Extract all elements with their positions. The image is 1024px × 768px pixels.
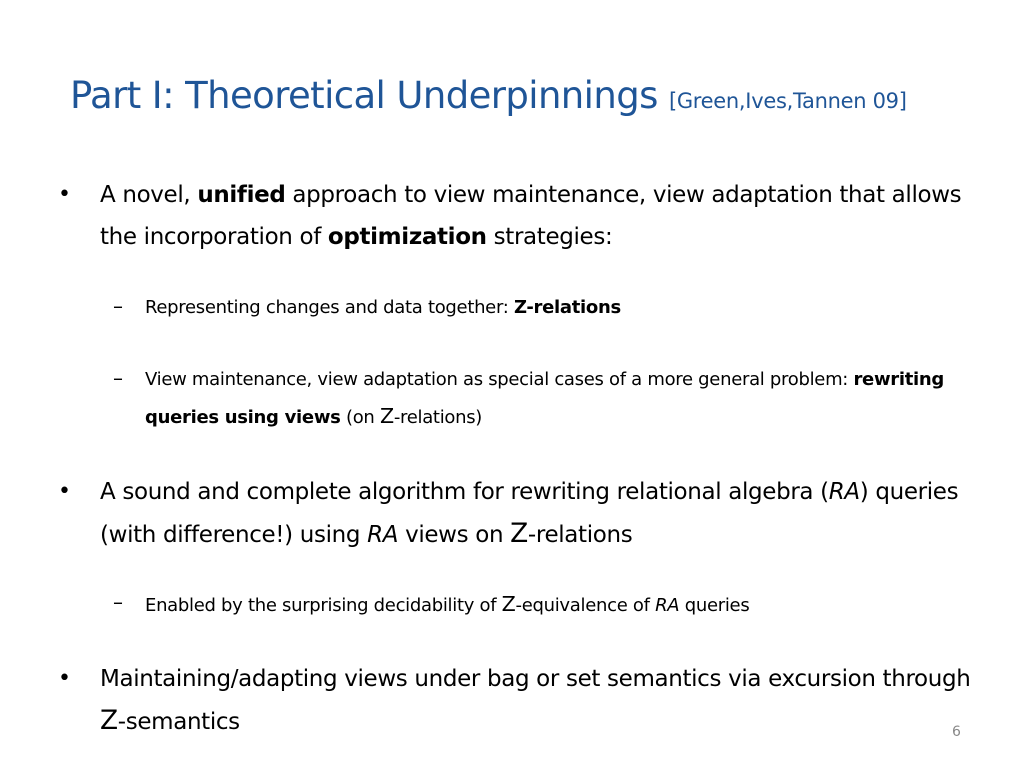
z-symbol: Z [100,705,118,736]
italic-text: RA [367,522,399,548]
page-number: 6 [952,724,961,740]
dash-marker: – [113,294,123,318]
text: strategies: [486,224,613,250]
subbullet-z-relations [113,290,985,326]
bullet-maintaining-views [58,658,980,743]
text: (on [340,407,380,428]
bullet-unified-approach [58,174,980,258]
text: Maintaining/adapting views under bag or set semantics via excursion through [100,666,971,692]
text: -relations) [393,407,483,428]
title-text: Part I: Theoretical Underpinnings [70,74,658,117]
bullet-sound-complete-algorithm [58,471,980,556]
subbullet-decidability [113,586,985,624]
subbullet-rewriting-queries [113,362,985,436]
text: ) queries (with difference!) using [100,479,959,548]
text: approach to view maintenance, view adaptation that allows the incorporation of [100,182,962,250]
bullet-marker: • [58,666,71,691]
dash-marker: – [113,366,123,390]
italic-text: RA [828,479,860,505]
dash-marker: – [113,590,123,614]
text: views on [398,522,511,548]
italic-text: RA [655,595,680,616]
text: Enabled by the surprising decidability of [145,595,502,616]
bold-text: optimization [327,224,487,250]
bullet-marker: • [58,182,71,207]
text: A novel, [100,182,198,208]
slide-title [70,74,907,117]
text: -semantics [117,709,240,735]
z-symbol: Z [379,404,394,428]
bold-text: Z-relations [513,297,621,318]
z-symbol: Z [501,592,516,616]
bullet-marker: • [58,479,71,504]
text: -relations [527,522,633,548]
title-citation: [Green,Ives,Tannen 09] [668,89,907,113]
bold-text: rewriting queries using views [145,369,945,428]
text: A sound and complete algorithm for rewriting relational algebra ( [100,479,829,505]
text: -equivalence of [515,595,656,616]
text: Representing changes and data together: [145,297,514,318]
text: queries [679,595,750,616]
bold-text: unified [197,182,286,208]
text: View maintenance, view adaptation as special cases of a more general problem: [145,369,854,390]
z-symbol: Z [510,518,528,549]
